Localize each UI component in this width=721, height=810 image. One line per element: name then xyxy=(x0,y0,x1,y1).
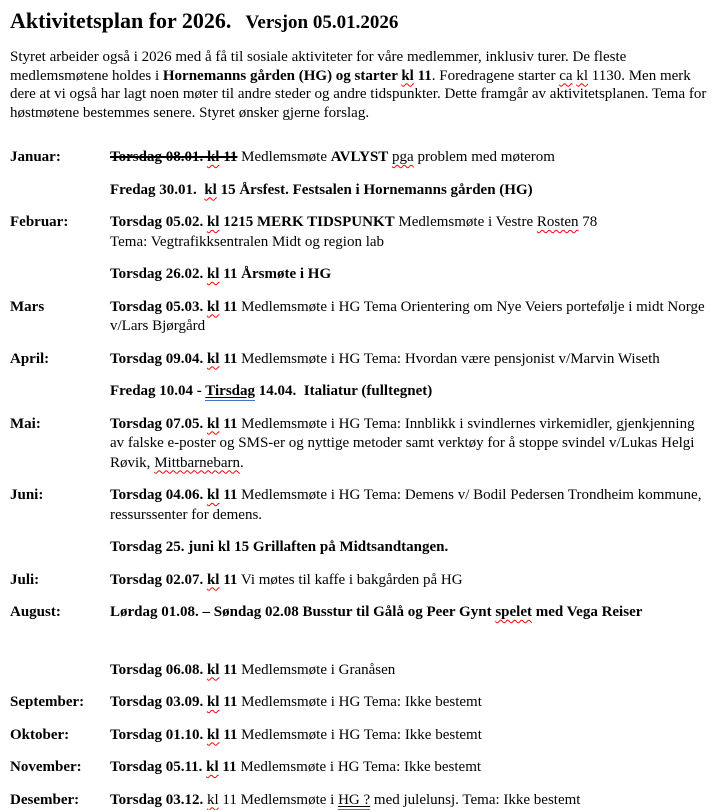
month-label: Januar: xyxy=(10,148,110,168)
event-text xyxy=(110,298,711,337)
schedule-row xyxy=(10,791,711,810)
month-label: April: xyxy=(10,350,110,370)
text-segment: kl xyxy=(206,759,219,775)
schedule-row xyxy=(10,298,711,337)
text-segment: kl xyxy=(207,266,220,282)
text-segment: 11 Medlemsmøte i xyxy=(219,792,338,808)
text-segment: pga xyxy=(392,149,414,165)
event-text xyxy=(110,693,711,713)
text-segment: Tema: Vegtrafikksentralen Midt og region lab xyxy=(110,234,384,250)
text-segment: Tirsdag xyxy=(205,383,255,401)
text-segment: Torsdag 05.03. xyxy=(110,299,207,315)
text-segment: Torsdag 01.10. xyxy=(110,727,207,743)
text-segment: 11 xyxy=(219,759,237,775)
event-text xyxy=(110,571,711,591)
text-segment: Medlemsmøte i HG Tema: Ikke bestemt xyxy=(237,694,481,710)
title-main: Aktivitetsplan for 2026. xyxy=(10,8,231,33)
text-segment: Vi møtes til kaffe i bakgården på HG xyxy=(237,572,462,588)
title-version: Versjon 05.01.2026 xyxy=(245,12,398,33)
text-segment: 1215 MERK TIDSPUNKT xyxy=(219,214,394,230)
text-segment: 1130. Men merk dere at vi også har lagt noen møter til andre steder og andre tidspunkter. Dette framgår av aktivitetsplanen. Tema for høstmøtene bestemmes senere. Styret ønsker gjerne forslag. xyxy=(10,68,710,121)
text-segment: kl xyxy=(401,68,414,84)
text-segment: kl xyxy=(207,662,220,678)
event-text xyxy=(110,758,711,778)
event-text xyxy=(110,148,711,168)
event-text xyxy=(110,486,711,525)
text-segment: 11 xyxy=(219,351,237,367)
month-label: Juli: xyxy=(10,571,110,591)
month-label: Mars xyxy=(10,298,110,337)
text-segment: kl xyxy=(207,416,220,432)
text-segment: Lørdag 01.08. – Søndag 02.08 Busstur til Gålå og Peer Gynt xyxy=(110,604,495,620)
text-segment: Medlemsmøte i HG Tema: Demens v/ Bodil Pedersen Trondheim kommune, ressurssenter for demens. xyxy=(110,487,705,523)
text-segment: AVLYST xyxy=(331,149,389,165)
text-segment: Torsdag 02.07. xyxy=(110,572,207,588)
text-segment: Torsdag 25. juni kl 15 Grillaften på Midtsandtangen. xyxy=(110,539,448,555)
month-label xyxy=(10,181,110,201)
text-segment: Torsdag 05.02. xyxy=(110,214,207,230)
event-text xyxy=(110,265,711,285)
event-text xyxy=(110,213,711,252)
text-segment: Torsdag 08.01. xyxy=(110,149,207,165)
text-segment: Torsdag 07.05. xyxy=(110,416,207,432)
text-segment: Fredag 30.01. xyxy=(110,182,204,198)
schedule-row xyxy=(10,571,711,591)
text-segment xyxy=(207,149,220,165)
text-segment: Rosten xyxy=(537,214,579,230)
schedule-row xyxy=(10,758,711,778)
text-segment: kl xyxy=(207,727,220,743)
month-label xyxy=(10,538,110,558)
text-segment: spelet xyxy=(495,604,532,620)
schedule-row xyxy=(10,265,711,285)
text-segment: Medlemsmøte i HG Tema Orientering om Nye Veiers portefølje i midt Norge v/Lars Bjørgård xyxy=(110,299,708,335)
text-segment: 11 xyxy=(219,727,237,743)
page-title xyxy=(10,8,711,36)
schedule-row xyxy=(10,181,711,201)
text-segment: 11 xyxy=(219,487,237,503)
text-segment: Mittbarnebarn xyxy=(154,455,240,471)
text-segment: Torsdag 05.11. xyxy=(110,759,206,775)
text-segment: Torsdag 06.08. xyxy=(110,662,207,678)
text-segment: Torsdag 04.06. xyxy=(110,487,207,503)
event-text xyxy=(110,415,711,474)
text-segment: Medlemsmøte i HG Tema: Ikke bestemt xyxy=(237,727,481,743)
event-text xyxy=(110,661,711,681)
month-label xyxy=(10,661,110,681)
schedule-row xyxy=(10,603,711,623)
text-segment: 11 xyxy=(219,694,237,710)
month-label: Juni: xyxy=(10,486,110,525)
schedule-row xyxy=(10,693,711,713)
text-segment: 11 xyxy=(219,416,237,432)
text-segment: 11 xyxy=(219,662,237,678)
spellcheck-text: kl xyxy=(207,149,220,165)
schedule-row xyxy=(10,350,711,370)
event-text xyxy=(110,350,711,370)
event-text xyxy=(110,382,711,402)
month-label: August: xyxy=(10,603,110,623)
text-segment: Medlemsmøte i Granåsen xyxy=(237,662,395,678)
month-label: Mai: xyxy=(10,415,110,474)
text-segment: Torsdag 03.12. xyxy=(110,792,207,808)
event-text xyxy=(110,791,711,810)
month-label: Oktober: xyxy=(10,726,110,746)
event-text xyxy=(110,181,711,201)
text-segment: Medlemsmøte i Vestre xyxy=(395,214,537,230)
text-segment: kl xyxy=(207,694,220,710)
text-segment: Medlemsmøte i HG Tema: Ikke bestemt xyxy=(237,759,481,775)
schedule-row xyxy=(10,382,711,402)
text-segment: kl xyxy=(207,487,220,503)
schedule xyxy=(10,148,711,810)
text-segment: 11 xyxy=(219,149,237,165)
text-segment: kl xyxy=(576,68,588,84)
text-segment: 15 Årsfest. Festsalen i Hornemanns gården (HG) xyxy=(217,182,533,198)
schedule-row xyxy=(10,415,711,474)
text-segment: kl xyxy=(207,214,220,230)
text-segment: kl xyxy=(207,299,220,315)
schedule-row xyxy=(10,661,711,681)
schedule-row xyxy=(10,486,711,525)
month-label xyxy=(10,265,110,285)
text-segment: . Foredragene starter xyxy=(432,68,559,84)
text-segment: Medlemsmøte xyxy=(237,149,330,165)
text-segment: Fredag 10.04 - xyxy=(110,383,205,399)
text-segment: med julelunsj. Tema: Ikke bestemt xyxy=(370,792,580,808)
text-segment: kl xyxy=(207,351,220,367)
text-segment: kl xyxy=(207,572,220,588)
text-segment: ca xyxy=(559,68,572,84)
schedule-row xyxy=(10,538,711,558)
text-segment: problem med møterom xyxy=(414,149,555,165)
text-segment: Styret arbeider også i 2026 med å få til sosiale aktiviteter for våre medlemmer, inklusiv turer. De fleste medlemsmøtene holdes i xyxy=(10,49,630,84)
text-segment: Medlemsmøte i HG Tema: Hvordan være pensjonist v/Marvin Wiseth xyxy=(237,351,659,367)
month-label xyxy=(10,382,110,402)
text-segment: HG ? xyxy=(338,792,370,810)
month-label: November: xyxy=(10,758,110,778)
text-segment: Hornemanns gården (HG) og starter xyxy=(163,68,401,84)
text-segment: kl xyxy=(207,792,219,808)
intro-paragraph xyxy=(10,48,711,122)
text-segment: kl xyxy=(204,182,217,198)
text-segment: Medlemsmøte i HG Tema: Innblikk i svindlernes virkemidler, gjenkjenning av falske e-poster og SMS-er og nyttige metoder samt verktøy for å stoppe svindel v/Lukas Helgi Røvik, xyxy=(110,416,698,471)
text-segment: Torsdag 03.09. xyxy=(110,694,207,710)
text-segment: 78 xyxy=(579,214,598,230)
month-label: Februar: xyxy=(10,213,110,252)
text-segment: 11 xyxy=(414,68,432,84)
text-segment: 11 xyxy=(219,572,237,588)
month-label: September: xyxy=(10,693,110,713)
month-label: Desember: xyxy=(10,791,110,810)
schedule-row xyxy=(10,213,711,252)
event-text xyxy=(110,726,711,746)
text-segment: Torsdag 26.02. xyxy=(110,266,207,282)
event-text xyxy=(110,603,711,623)
text-segment: . xyxy=(240,455,244,471)
schedule-row xyxy=(10,726,711,746)
text-segment: Torsdag 09.04. xyxy=(110,351,207,367)
event-text xyxy=(110,538,711,558)
text-segment: 11 Årsmøte i HG xyxy=(219,266,331,282)
text-segment: med Vega Reiser xyxy=(532,604,642,620)
schedule-row xyxy=(10,148,711,168)
text-segment: 11 xyxy=(219,299,237,315)
text-segment: 14.04. Italiatur (fulltegnet) xyxy=(255,383,432,399)
